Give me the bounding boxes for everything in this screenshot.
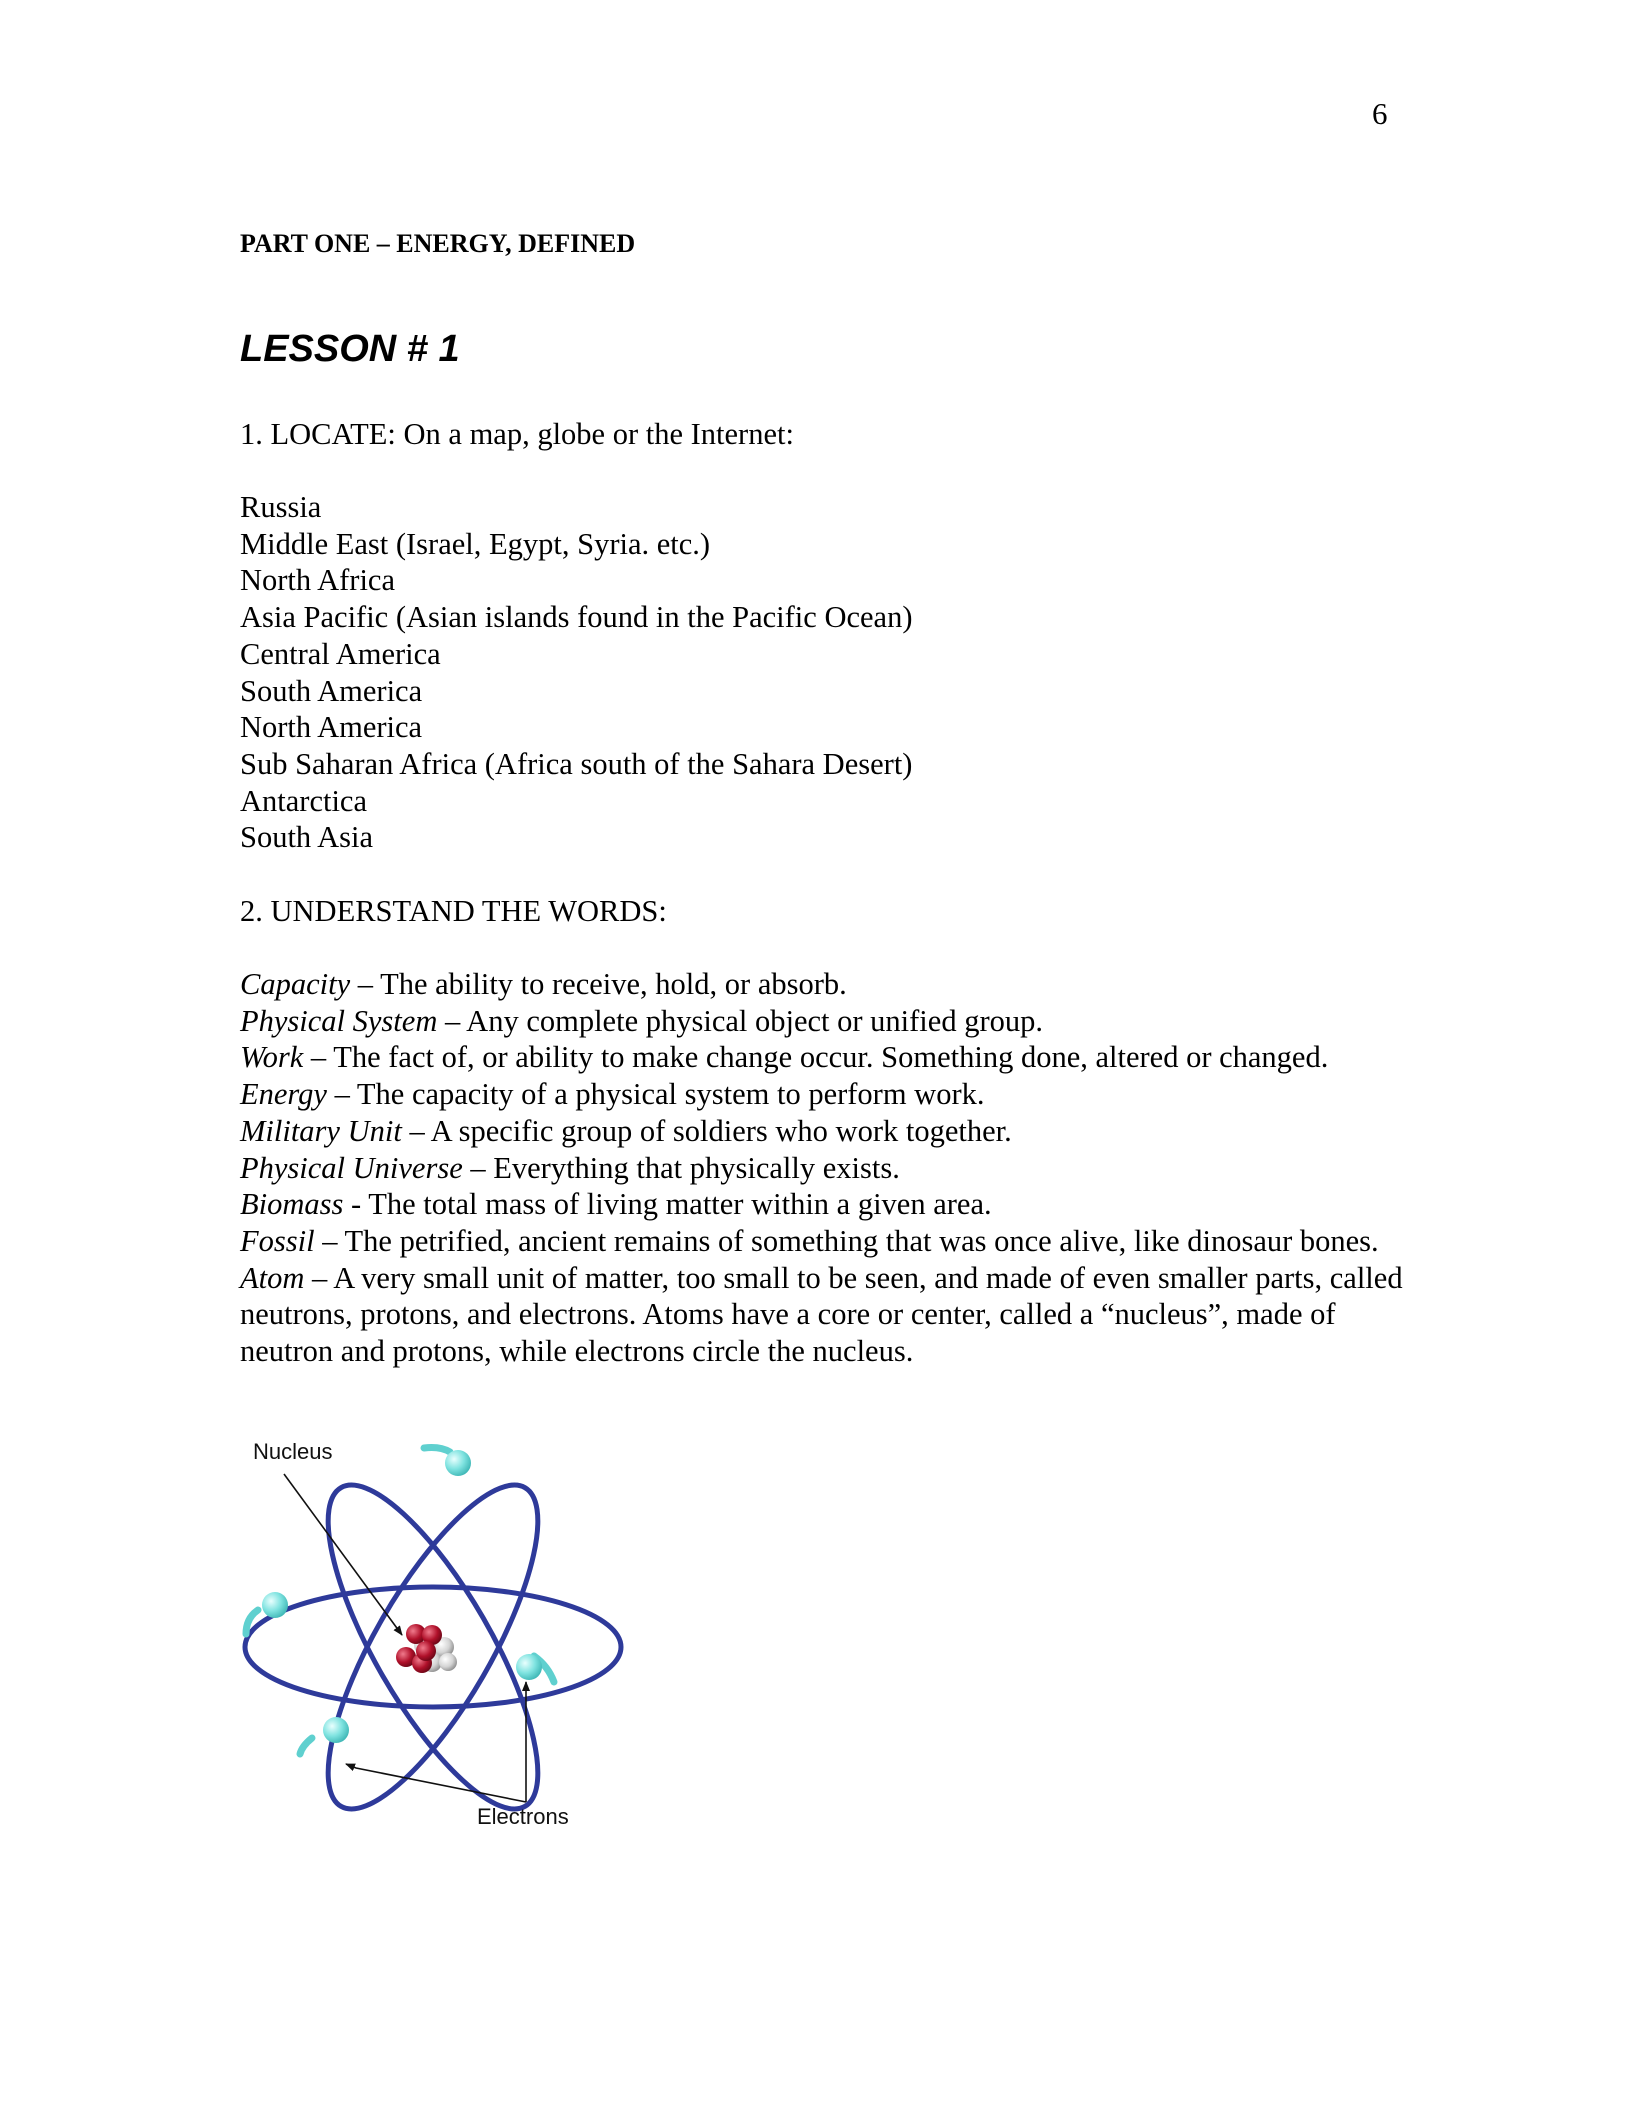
page-number: 6 xyxy=(1372,96,1388,131)
definition-text: Everything that physically exists. xyxy=(493,1150,900,1185)
list-item: Antarctica xyxy=(240,783,368,818)
vocabulary-heading: 2. UNDERSTAND THE WORDS: xyxy=(240,894,667,928)
definition-term: Capacity xyxy=(240,967,351,1001)
locate-list xyxy=(240,489,1410,856)
definition-separator: – xyxy=(350,967,381,1001)
atom-diagram-svg xyxy=(236,1434,636,1834)
definition-separator: – xyxy=(303,1040,334,1075)
definition-separator: – xyxy=(326,1077,357,1112)
definition-separator: – xyxy=(462,1150,494,1185)
definition-term: Military Unit xyxy=(240,1113,402,1148)
electron-pointer xyxy=(346,1764,526,1802)
electron xyxy=(323,1717,349,1743)
definition-term: Energy xyxy=(240,1077,327,1112)
definition-text: The total mass of living matter within a given area. xyxy=(368,1187,992,1222)
definition-term: Physical System xyxy=(240,1003,438,1038)
definition-term: Atom xyxy=(240,1260,305,1295)
definition-separator: – xyxy=(314,1223,345,1258)
definition-text: The petrified, ancient remains of something that was once alive, like dinosaur bones. xyxy=(344,1223,1379,1258)
definition-separator: – xyxy=(437,1003,467,1038)
list-item: North America xyxy=(240,710,423,745)
list-item: North Africa xyxy=(240,563,395,598)
definition-list xyxy=(240,966,1410,1370)
electrons-label: Electrons xyxy=(477,1804,569,1829)
list-item: South Asia xyxy=(240,820,374,855)
list-item: Asia Pacific (Asian islands found in the Pacific Ocean) xyxy=(240,600,913,635)
lesson-title: LESSON # 1 xyxy=(240,328,460,370)
definition-term: Physical Universe xyxy=(240,1150,463,1185)
electron-trail xyxy=(300,1738,312,1754)
nucleus xyxy=(396,1624,457,1673)
definition-text: A specific group of soldiers who work together. xyxy=(430,1113,1012,1148)
definition-item xyxy=(240,1003,1410,1040)
electron-trail xyxy=(424,1448,450,1453)
electron xyxy=(516,1654,542,1680)
list-item: Central America xyxy=(240,636,441,671)
definition-text: A very small unit of matter, too small to be seen, and made of even smaller parts, called neutrons, protons, and electrons. Atoms have a core or center, called a “nucleus”, made of neutron and protons, while electrons circle the nucleus. xyxy=(240,1260,1403,1369)
definition-separator: – xyxy=(401,1113,431,1148)
electron xyxy=(262,1592,288,1618)
part-heading: PART ONE – ENERGY, DEFINED xyxy=(240,229,636,258)
definition-text: The ability to receive, hold, or absorb. xyxy=(380,967,847,1001)
definition-term: Work xyxy=(240,1040,304,1075)
definition-item xyxy=(240,1113,1410,1150)
definition-item xyxy=(240,1223,1410,1260)
list-item: South America xyxy=(240,673,423,708)
definition-item xyxy=(240,966,1410,1003)
locate-heading: 1. LOCATE: On a map, globe or the Internet: xyxy=(240,417,794,451)
definition-text: Any complete physical object or unified group. xyxy=(466,1003,1043,1038)
definition-item xyxy=(240,1260,1410,1370)
definition-term: Fossil xyxy=(240,1223,315,1258)
definition-item xyxy=(240,1186,1410,1223)
definition-separator: – xyxy=(304,1260,334,1295)
definition-term: Biomass xyxy=(240,1187,344,1222)
list-item: Sub Saharan Africa (Africa south of the Sahara Desert) xyxy=(240,746,913,781)
list-item: Russia xyxy=(240,490,322,524)
definition-item xyxy=(240,1150,1410,1187)
nucleus-label: Nucleus xyxy=(253,1439,333,1464)
definition-text: The fact of, or ability to make change occur. Something done, altered or changed. xyxy=(333,1040,1329,1075)
definition-item xyxy=(240,1039,1410,1076)
list-item: Middle East (Israel, Egypt, Syria. etc.) xyxy=(240,526,711,561)
atom-diagram xyxy=(236,1434,636,1834)
definition-item xyxy=(240,1076,1410,1113)
definition-separator: - xyxy=(343,1187,369,1222)
electron xyxy=(445,1450,471,1476)
definition-text: The capacity of a physical system to perform work. xyxy=(356,1077,985,1112)
